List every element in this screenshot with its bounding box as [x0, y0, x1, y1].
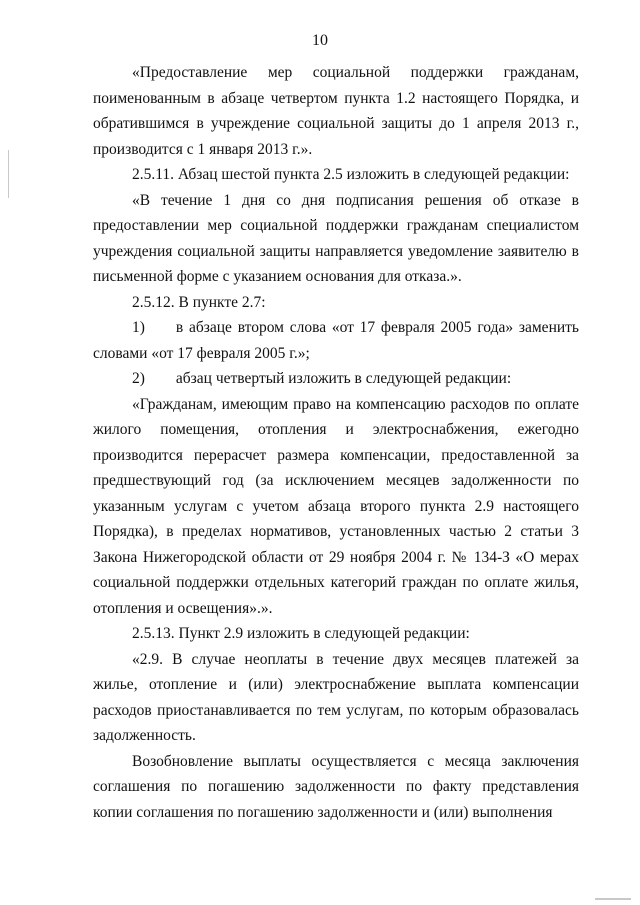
list-item-1: 1) в абзаце втором слова «от 17 февраля 2005 года» заменить словами «от 17 февраля 2005 г.»;: [93, 319, 579, 362]
scan-mark-left: [8, 150, 9, 198]
document-body: [93, 60, 579, 825]
list-item-2: 2) абзац четвертый изложить в следующей редакции:: [132, 370, 512, 387]
scan-mark-bottom: [595, 898, 631, 900]
paragraph-quote-support: «Предоставление мер социальной поддержки гражданам, поименованным в абзаце четвертом пункта 1.2 настоящего Порядка, и обратившимся в учреждение социальной защиты до 1 апреля 2013 г., производится с 1 января 2013 г.».: [93, 64, 579, 158]
page-number: 10: [312, 32, 328, 49]
paragraph-2-5-11: 2.5.11. Абзац шестой пункта 2.5 изложить в следующей редакции:: [132, 166, 570, 183]
paragraph-2-9: «2.9. В случае неоплаты в течение двух месяцев платежей за жилье, отопление и (или) электроснабжение выплата компенсации расходов приостанавливается по тем услугам, по которым образовалась задолженность.: [93, 650, 579, 744]
paragraph-compensation-recalc: «Гражданам, имеющим право на компенсацию расходов по оплате жилого помещения, отопления и электроснабжения, ежегодно производится перерасчет размера компенсации, предоставленной за предшествующий год (за исключением месяцев задолженности по указанным услугам с учетом абзаца второго пункта 2.9 настоящего Порядка), в пределах нормативов, установленных частью 2 статьи 3 Закона Нижегородской области от 29 ноября 2004 г. № 134-З «О мерах социальной поддержки отдельных категорий граждан по оплате жилья, отопления и освещения».».: [93, 395, 579, 617]
paragraph-2-5-12: 2.5.12. В пункте 2.7:: [132, 293, 266, 311]
paragraph-2-5-13: 2.5.13. Пункт 2.9 изложить в следующей редакции:: [132, 625, 470, 642]
paragraph-payment-resumption: Возобновление выплаты осуществляется с месяца заключения соглашения по погашению задолженности по факту представления копии соглашения по погашению задолженности и (или) выполнения: [93, 752, 579, 821]
paragraph-refusal-notice: «В течение 1 дня со дня подписания решения об отказе в предоставлении мер социальной поддержки гражданам специалистом учреждения социальной защиты направляется уведомление заявителю в письменной форме с указанием основания для отказа.».: [93, 191, 579, 285]
